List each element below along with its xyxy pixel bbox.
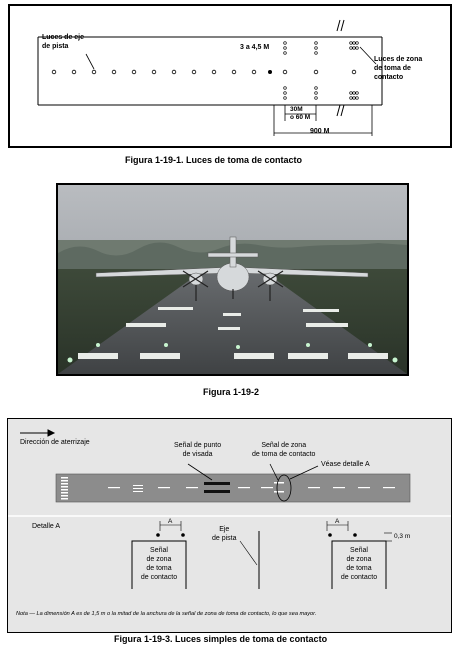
note-text: Nota — La dimensión A es de 1,5 m o la mitad de la anchura de la señal de zona de toma de contacto, lo que sea mayor.	[16, 611, 317, 617]
label-spacing: 3 a 4,5 M	[240, 44, 270, 51]
figure-1-19-1-caption: Figura 1-19-1. Luces de toma de contacto	[125, 155, 303, 165]
label-centerline-lights: Luces de eje de pista	[42, 34, 85, 50]
detail-a-label: Detalle A	[32, 523, 61, 530]
break-mark-bottom	[337, 105, 344, 116]
box-label-right: Señal de zona de toma de contacto	[340, 547, 378, 581]
centerline-light-filled	[268, 70, 272, 74]
dim-a-left: A	[168, 518, 173, 525]
centerline-label: Eje de pista	[212, 526, 237, 542]
aiming-point-label: Señal de punto de visada	[174, 442, 222, 458]
detail-left-lights	[156, 533, 185, 537]
see-detail-label: Véase detalle A	[321, 461, 370, 468]
dim-a-right: A	[335, 518, 340, 525]
detail-right-lights	[328, 533, 357, 537]
figure-1-19-3-caption: Figura 1-19-3. Luces simples de toma de contacto	[114, 634, 328, 644]
landing-aircraft-photo	[58, 185, 407, 374]
label-dim-900m: 900 M	[310, 128, 330, 135]
box-label-left: Señal de zona de toma de contacto	[140, 547, 178, 581]
landing-direction-label: Dirección de aterrizaje	[20, 439, 90, 446]
label-dim-30m: 30M o 60 M	[290, 106, 311, 121]
figure-1-19-2-photo	[56, 183, 409, 376]
break-mark-top	[337, 20, 344, 31]
figure-1-19-2-caption: Figura 1-19-2	[203, 387, 260, 397]
centerline-lights	[52, 70, 356, 74]
label-tdz-lights: Luces de zona de toma de contacto	[374, 56, 423, 81]
dim-03-label: 0,3 m	[394, 533, 411, 540]
landing-direction-arrow	[20, 430, 54, 436]
figure-1-19-1-frame	[8, 4, 452, 148]
figure-1-19-3-frame	[7, 418, 452, 633]
tdz-marking-label: Señal de zona de toma de contacto	[252, 442, 316, 458]
tdz-lights-lower	[284, 87, 359, 100]
tdz-lights-upper	[284, 42, 359, 55]
leader-centerline	[86, 54, 94, 69]
